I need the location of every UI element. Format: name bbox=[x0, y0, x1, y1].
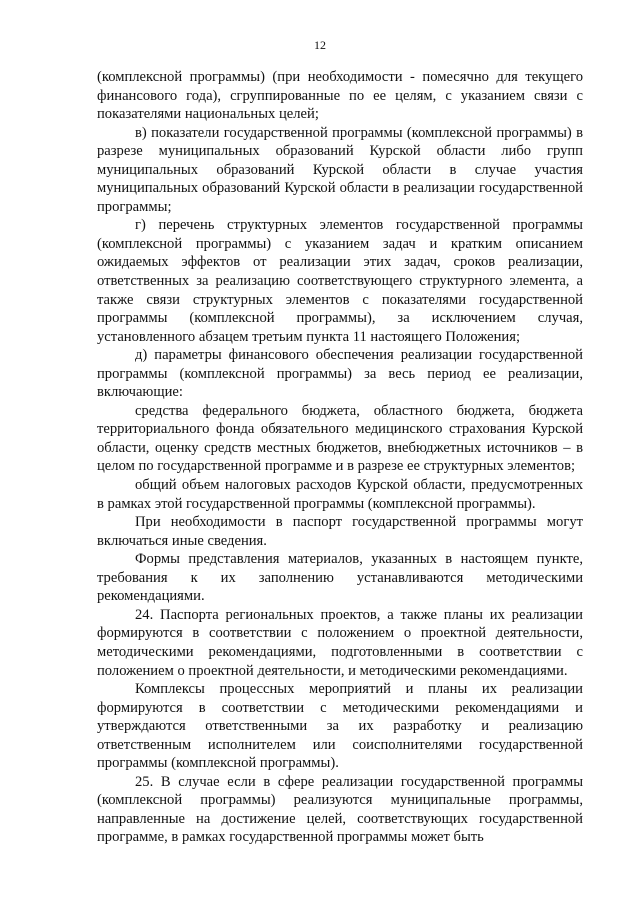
paragraph-item-d: д) параметры финансового обеспечения реализации государственной программы (комплексной программы) за весь период ее реализации, включающие: bbox=[97, 347, 583, 401]
paragraph-funding-sources: средства федерального бюджета, областного бюджета, бюджета территориального фонда обязательного медицинского страхования Курской области, оценку средств местных бюджетов, внебюджетных источников – в целом по государственной программе и в разрезе ее структурных элементов; bbox=[97, 402, 583, 475]
paragraph-section-24: 24. Паспорта региональных проектов, а также планы их реализации формируются в соответствии с положением о проектной деятельности, методическими рекомендациями, подготовленными в соответствии с положением о проектной деятельности, и методическими рекомендациями. bbox=[97, 606, 583, 679]
document-body bbox=[97, 68, 583, 847]
paragraph-item-g: г) перечень структурных элементов государственной программы (комплексной программы) с указанием задач и кратким описанием ожидаемых эффектов от реализации этих задач, сроков реализации, ответственных за реализацию соответствующего структурного элемента, а также связи структурных элементов с показателями государственной программы (комплексной программы), за исключением случая, установленного абзацем третьим пункта 11 настоящего Положения; bbox=[97, 217, 583, 345]
paragraph-section-25: 25. В случае если в сфере реализации государственной программы (комплексной программы) реализуются муниципальные программы, направленные на достижение целей, соответствующих государственной программе, в рамках государственной программы может быть bbox=[97, 773, 583, 846]
page-number: 12 bbox=[314, 38, 326, 52]
paragraph-item-v: в) показатели государственной программы (комплексной программы) в разрезе муниципальных образований Курской области либо групп муниципальных образований Курской области в случае участия муниципальных образований Курской области в реализации государственной программы; bbox=[97, 124, 583, 215]
paragraph-continuation: (комплексной программы) (при необходимости - помесячно для текущего финансового года), сгруппированные по ее целям, с указанием связи с показателями национальных целей; bbox=[97, 69, 583, 123]
paragraph-other-info: При необходимости в паспорт государственной программы могут включаться иные сведения. bbox=[97, 514, 583, 549]
paragraph-forms: Формы представления материалов, указанных в настоящем пункте, требования к их заполнению устанавливаются методическими рекомендациями. bbox=[97, 551, 583, 605]
paragraph-process-complexes: Комплексы процессных мероприятий и планы их реализации формируются в соответствии с методическими рекомендациями и утверждаются ответственными за их разработку и реализацию ответственным исполнителем или соисполнителями государственной программы (комплексной программы). bbox=[97, 681, 583, 772]
paragraph-tax-expenditures: общий объем налоговых расходов Курской области, предусмотренных в рамках этой государственной программы (комплексной программы). bbox=[97, 477, 583, 512]
